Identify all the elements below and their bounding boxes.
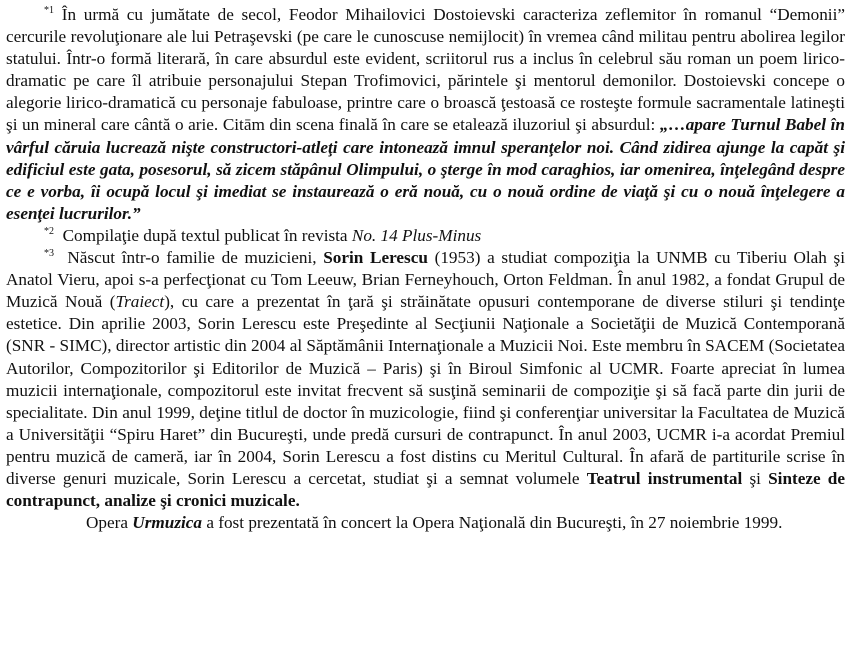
closing-paragraph	[6, 512, 845, 534]
footnote-3-text-b: (1953) a studiat compoziţia la UNMB cu Tiberiu Olah şi Anatol Vieru, apoi s-a perfecţionat cu Tom Leeuw, Brian Ferneyhouch, Orton Feldman. În anul 1982, a fondat Grupul de Muzică Nouă (	[6, 248, 846, 312]
footnote-3	[6, 247, 845, 512]
footnote-1-marker: *1	[44, 5, 54, 16]
book-title-1: Teatrul instrumental	[586, 468, 743, 488]
work-title: Urmuzica	[132, 513, 203, 533]
footnote-1	[6, 4, 845, 225]
book-title-join: şi	[742, 468, 769, 488]
footnote-3-text-a: Născut într-o familie de muzicieni,	[67, 248, 324, 268]
footnote-2	[6, 225, 845, 247]
closing-text-a: Opera	[86, 513, 133, 533]
composer-name: Sorin Lerescu	[323, 248, 428, 268]
footnote-2-source: No. 14 Plus-Minus	[351, 225, 482, 245]
footnote-3-text-c: ), cu care a prezentat în ţară şi străinătate opusuri contemporane de diverse stiluri şi tendinţe estetice. Din aprilie 2003, Sorin Lerescu este Preşedinte al Secţiunii Naţionale a Societăţii de Muzică Contemporană (SNR - SIMC), director artistic din 2004 al Săptămânii Internaţionale a Muzicii Noi. Este membru în SACEM (Societatea Autorilor, Compozitorilor şi Editorilor de Muzică – Paris) şi în Biroul Simfonic al UCMR. Foarte apreciat în lumea muzicii internaţionale, compozitorul este invitat frecvent să susţină seminarii de compoziţie şi să facă parte din jurii de specialitate. Din anul 1999, deţine titlul de doctor în muzicologie, fiind şi conferenţiar universitar la Facultatea de Muzică a Universităţii “Spiru Haret” din Bucureşti, unde predă cursuri de contrapunct. În anul 2003, UCMR i-a acordat Premiul pentru muzică de cameră, iar în 2004, Sorin Lerescu a fost distins cu Meritul Cultural. În afară de partiturile scrise în diverse genuri muzicale, Sorin Lerescu a cercetat, studiat şi a semnat volumele	[6, 292, 845, 488]
group-name: Traiect	[115, 292, 165, 312]
footnote-2-text: Compilaţie după textul publicat în revista	[62, 225, 352, 245]
footnote-3-marker: *3	[44, 248, 54, 260]
footnote-2-marker: *2	[44, 225, 54, 237]
closing-text-b: a fost prezentată în concert la Opera Naţională din Bucureşti, în 27 noiembrie 1999.	[202, 513, 783, 533]
book-title-2: Sinteze de contrapunct, analize şi cronici muzicale.	[6, 468, 845, 511]
footnote-1-text: În urmă cu jumătate de secol, Feodor Mihailovici Dostoievski caracteriza zeflemitor în romanul “Demonii” cercurile revoluţionare ale lui Petraşevski (pe care le cunoscuse nemijlocit) în vremea când militau pentru abolirea legilor statului. Într-o formă literară, în care absurdul este evident, scriitorul rus a inclus în celebrul său roman un poem lirico-dramatic pe care îl atribuie personajului Stepan Trofimovici, părintele şi mentorul demonilor. Dostoievski concepe o alegorie lirico-dramatică cu personaje fabuloase, printre care o broască ţestoasă ce rosteşte formule sacramentale latineşti şi un mineral care cântă o arie. Citām din scena finală în care se etalează iluzoriul şi absurdul:	[6, 5, 845, 135]
dostoievski-quote: „…apare Turnul Babel în vârful căruia lucrează nişte constructori-atleţi care intonează imnul speranţelor noi. Când zidirea ajunge la capăt şi edificiul este gata, posesorul, să zicem stăpânul Olimpului, o şterge în mod caraghios, iar omenirea, înţelegând despre ce e vorba, îi ocupă locul şi imediat se instaurează o eră nouă, cu o nouă ordine de viaţă şi cu o nouă înţelegere a esenţei lucrurilor.”	[6, 115, 845, 223]
